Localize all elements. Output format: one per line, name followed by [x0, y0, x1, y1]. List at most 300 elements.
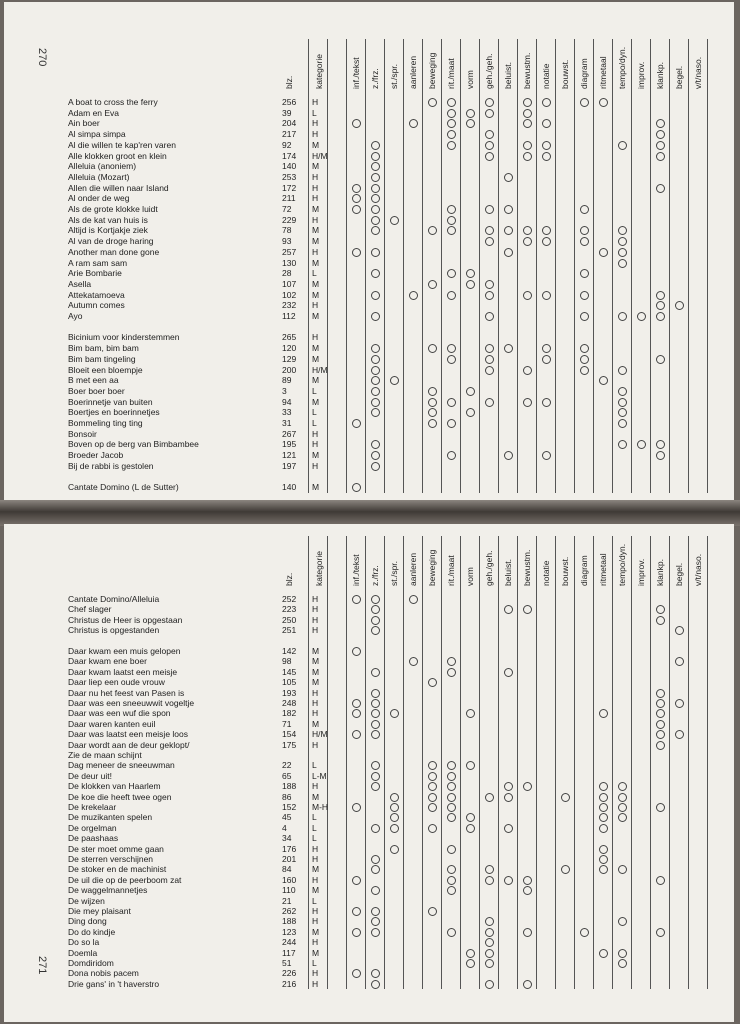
category: M [312, 343, 320, 354]
circle-mark [371, 969, 380, 978]
circle-mark [428, 387, 437, 396]
circle-mark [542, 291, 551, 300]
column-header: improv. [636, 61, 646, 89]
category: M [312, 139, 320, 150]
song-title: Domdiridom [68, 958, 114, 968]
category: H [312, 843, 319, 854]
circle-mark [371, 173, 380, 182]
song-title: Christus de Heer is opgestaan [68, 614, 183, 625]
page-ref: 33 [282, 407, 292, 418]
circle-mark [656, 616, 665, 625]
circle-mark [371, 782, 380, 791]
circle-mark [485, 959, 494, 968]
page-ref: 182 [282, 708, 297, 719]
circle-mark [371, 387, 380, 396]
category: M-H [312, 802, 329, 812]
circle-mark [447, 813, 456, 822]
column-header: inf./tekst [351, 554, 361, 586]
category: M [312, 885, 320, 896]
circle-mark [371, 248, 380, 257]
column-header: vorm [465, 567, 475, 586]
circle-mark [618, 398, 627, 407]
category: M [312, 718, 320, 729]
circle-mark [371, 668, 380, 677]
circle-mark [504, 344, 513, 353]
circle-mark [580, 291, 589, 300]
page-ref: 84 [282, 864, 292, 875]
page-ref: 102 [282, 289, 297, 300]
category: H [312, 604, 319, 615]
circle-mark [371, 730, 380, 739]
category: H [312, 739, 319, 750]
song-title: De uil die op de peerboom zat [68, 874, 182, 885]
song-title: De deur uit! [68, 770, 112, 781]
song-title: Doemla [68, 947, 98, 958]
circle-mark [371, 355, 380, 364]
category: H [312, 916, 319, 927]
circle-mark [599, 865, 608, 874]
circle-mark [428, 772, 437, 781]
grid-line [308, 536, 309, 989]
circle-mark [371, 376, 380, 385]
circle-mark [390, 709, 399, 718]
page-ref: 130 [282, 257, 297, 268]
circle-mark [485, 865, 494, 874]
page-ref: 188 [282, 916, 297, 927]
column-header: beluist. [503, 62, 513, 89]
circle-mark [637, 312, 646, 321]
page-ref: 142 [282, 646, 297, 656]
circle-mark [371, 595, 380, 604]
circle-mark [352, 184, 361, 193]
circle-mark [656, 130, 665, 139]
page-ref: 204 [282, 118, 297, 129]
category: H [312, 428, 319, 439]
circle-mark [428, 824, 437, 833]
category: L [312, 760, 317, 771]
page-ref: 4 [282, 822, 287, 833]
column-header: begel. [674, 65, 684, 89]
circle-mark [371, 855, 380, 864]
grid-line [612, 39, 613, 493]
circle-mark [466, 813, 475, 822]
song-title: Bim bam tingeling [68, 353, 136, 364]
circle-mark [542, 119, 551, 128]
category: L [312, 895, 317, 906]
page-ref: 211 [282, 193, 296, 204]
grid-line [555, 536, 556, 989]
category: H [312, 118, 319, 129]
category: M [312, 161, 320, 172]
page-ref: 176 [282, 843, 297, 854]
circle-mark [485, 793, 494, 802]
category: H [312, 300, 319, 311]
circle-mark [466, 824, 475, 833]
circle-mark [580, 237, 589, 246]
page-ref: 107 [282, 278, 297, 289]
page-ref: 193 [282, 687, 297, 698]
circle-mark [447, 355, 456, 364]
circle-mark [428, 419, 437, 428]
circle-mark [447, 772, 456, 781]
song-title: De krekelaar [68, 802, 117, 812]
category: H [312, 182, 319, 193]
song-title: Adam en Eva [68, 107, 120, 118]
circle-mark [561, 865, 570, 874]
category: H [312, 594, 319, 604]
circle-mark [656, 689, 665, 698]
song-title: Al simpa simpa [68, 129, 126, 140]
column-header: bouwst. [560, 59, 570, 89]
column-header: blz. [284, 572, 294, 586]
column-header: v/t/naso. [693, 553, 703, 586]
page-ref: 195 [282, 439, 297, 450]
column-header: aanleren [408, 552, 418, 586]
circle-mark [447, 451, 456, 460]
category: M [312, 646, 320, 656]
circle-mark [618, 793, 627, 802]
circle-mark [485, 130, 494, 139]
circle-mark [352, 483, 361, 492]
song-title: Boerinnetje van buiten [68, 396, 153, 407]
song-title: Daar wordt aan de deur geklopt/ [68, 739, 190, 750]
page-ref: 65 [282, 770, 292, 781]
circle-mark [523, 366, 532, 375]
grid-line [460, 536, 461, 989]
circle-mark [675, 626, 684, 635]
circle-mark [580, 226, 589, 235]
category: M [312, 926, 320, 937]
page-ref: 256 [282, 97, 297, 107]
column-header: z./frz. [370, 565, 380, 586]
grid-line [631, 39, 632, 493]
circle-mark [637, 440, 646, 449]
circle-mark [656, 184, 665, 193]
circle-mark [618, 259, 627, 268]
page-ref: 92 [282, 139, 292, 150]
song-title: Do do kindje [68, 926, 116, 937]
circle-mark [656, 141, 665, 150]
category: L [312, 418, 317, 428]
page-ref: 45 [282, 812, 292, 823]
grid-line [365, 536, 366, 989]
circle-mark [523, 605, 532, 614]
circle-mark [504, 876, 513, 885]
circle-mark [428, 793, 437, 802]
circle-mark [656, 720, 665, 729]
song-title: Bonsoir [68, 428, 97, 439]
circle-mark [618, 408, 627, 417]
circle-mark [447, 109, 456, 118]
circle-mark [371, 689, 380, 698]
circle-mark [599, 845, 608, 854]
page-ref: 244 [282, 937, 297, 948]
circle-mark [504, 782, 513, 791]
category: H [312, 460, 319, 471]
category: M [312, 375, 320, 386]
page-ref: 3 [282, 385, 287, 396]
grid-line [517, 39, 518, 493]
circle-mark [599, 949, 608, 958]
circle-mark [485, 398, 494, 407]
category: M [312, 482, 320, 493]
circle-mark [390, 793, 399, 802]
circle-mark [428, 761, 437, 770]
song-title: Daar was een wuf die spon [68, 708, 171, 719]
circle-mark [542, 398, 551, 407]
circle-mark [485, 237, 494, 246]
page-ref: 262 [282, 906, 297, 916]
grid-line [707, 39, 708, 493]
circle-mark [580, 366, 589, 375]
circle-mark [656, 312, 665, 321]
circle-mark [447, 205, 456, 214]
category: H [312, 97, 319, 107]
circle-mark [466, 387, 475, 396]
song-title: Dona nobis pacem [68, 968, 139, 979]
circle-mark [352, 803, 361, 812]
circle-mark [371, 462, 380, 471]
page-ref: 120 [282, 343, 297, 354]
circle-mark [447, 761, 456, 770]
category: M [312, 791, 320, 802]
category: M [312, 656, 320, 667]
column-header: rit./maat [446, 58, 456, 89]
circle-mark [447, 928, 456, 937]
song-title: Chef slager [68, 604, 112, 615]
column-header: beweging [427, 549, 437, 586]
category: M [312, 257, 320, 268]
circle-mark [485, 949, 494, 958]
circle-mark [618, 141, 627, 150]
category: L [312, 107, 317, 118]
category: H [312, 171, 319, 182]
circle-mark [542, 141, 551, 150]
category: L [312, 958, 317, 968]
circle-mark [656, 803, 665, 812]
category: H [312, 698, 319, 708]
circle-mark [371, 917, 380, 926]
circle-mark [523, 152, 532, 161]
circle-mark [485, 312, 494, 321]
category: H [312, 625, 319, 636]
song-title: Al die willen te kap'ren varen [68, 139, 176, 150]
grid-line [517, 536, 518, 989]
page-ref: 250 [282, 614, 297, 625]
circle-mark [656, 152, 665, 161]
circle-mark [599, 709, 608, 718]
category: L [312, 812, 317, 823]
circle-mark [371, 226, 380, 235]
song-title: Do so la [68, 937, 100, 948]
grid-line [498, 536, 499, 989]
circle-mark [352, 907, 361, 916]
circle-mark [447, 419, 456, 428]
circle-mark [580, 355, 589, 364]
page-ref: 94 [282, 396, 292, 407]
circle-mark [504, 226, 513, 235]
column-header: bewustm. [522, 549, 532, 586]
song-title: B met een aa [68, 375, 119, 386]
circle-mark [542, 98, 551, 107]
grid-line [460, 39, 461, 493]
category: M [312, 225, 320, 236]
song-title: Bim bam, bim bam [68, 343, 139, 354]
song-title: De koe die heeft twee ogen [68, 791, 172, 802]
song-title: De orgelman [68, 822, 117, 833]
song-title: De waggelmannetjes [68, 885, 148, 896]
category: H [312, 968, 319, 979]
circle-mark [352, 730, 361, 739]
category: H [312, 439, 319, 450]
page-number: 270 [36, 48, 48, 67]
circle-mark [656, 928, 665, 937]
circle-mark [618, 782, 627, 791]
circle-mark [523, 141, 532, 150]
circle-mark [352, 876, 361, 885]
circle-mark [599, 824, 608, 833]
circle-mark [485, 152, 494, 161]
category: M [312, 311, 320, 321]
page-ref: 110 [282, 885, 296, 896]
circle-mark [523, 109, 532, 118]
page-ref: 197 [282, 460, 297, 471]
circle-mark [447, 226, 456, 235]
column-header: notatie [541, 63, 551, 89]
category: L [312, 407, 317, 418]
category: H [312, 781, 319, 792]
circle-mark [409, 657, 418, 666]
song-title: Cantate Domino/Alleluia [68, 594, 160, 604]
song-title: Alleluia (anoniem) [68, 161, 137, 172]
circle-mark [485, 366, 494, 375]
song-title: Another man done gone [68, 246, 160, 257]
circle-mark [580, 269, 589, 278]
column-header: improv. [636, 558, 646, 586]
circle-mark [409, 119, 418, 128]
song-title: Allen die willen naar Island [68, 182, 169, 193]
page-ref: 200 [282, 364, 297, 375]
song-title: Daar kwam laatst een meisje [68, 666, 178, 677]
page-ref: 72 [282, 204, 292, 214]
page-ref: 31 [282, 418, 292, 428]
circle-mark [656, 451, 665, 460]
circle-mark [580, 928, 589, 937]
grid-line [688, 39, 689, 493]
category: H [312, 687, 319, 698]
circle-mark [409, 595, 418, 604]
circle-mark [599, 376, 608, 385]
circle-mark [371, 886, 380, 895]
song-title: Alleluia (Mozart) [68, 171, 130, 182]
circle-mark [371, 184, 380, 193]
song-title: De stoker en de machinist [68, 864, 167, 875]
category: H [312, 214, 319, 225]
page-ref: 93 [282, 236, 292, 247]
song-title: Bij de rabbi is gestolen [68, 460, 154, 471]
circle-mark [352, 194, 361, 203]
song-title: Bloeit een bloempje [68, 364, 143, 375]
song-title: Boer boer boer [68, 385, 125, 396]
category: H/M [312, 364, 328, 375]
page-ref: 21 [282, 895, 292, 906]
circle-mark [390, 824, 399, 833]
column-header: st./spr. [389, 63, 399, 89]
circle-mark [523, 291, 532, 300]
category: H [312, 614, 319, 625]
song-title: A ram sam sam [68, 257, 128, 268]
page-ref: 217 [282, 129, 297, 140]
circle-mark [371, 709, 380, 718]
circle-mark [523, 876, 532, 885]
category: M [312, 677, 320, 688]
column-header: vorm [465, 70, 475, 89]
circle-mark [504, 824, 513, 833]
circle-mark [618, 959, 627, 968]
circle-mark [371, 291, 380, 300]
song-title: Boven op de berg van Bimbambee [68, 439, 199, 450]
grid-line [384, 39, 385, 493]
circle-mark [618, 813, 627, 822]
category: L [312, 268, 317, 279]
category: M [312, 289, 320, 300]
circle-mark [656, 709, 665, 718]
song-title: Als de kat van huis is [68, 214, 148, 225]
grid-line [669, 39, 670, 493]
category: H [312, 937, 319, 948]
category: H [312, 854, 319, 864]
circle-mark [523, 98, 532, 107]
circle-mark [371, 216, 380, 225]
circle-mark [599, 248, 608, 257]
circle-mark [447, 876, 456, 885]
bottom-page [4, 524, 734, 1022]
column-header: blz. [284, 75, 294, 89]
circle-mark [447, 803, 456, 812]
circle-mark [618, 312, 627, 321]
circle-mark [618, 949, 627, 958]
column-header: ritmetaal [598, 553, 608, 586]
page-ref: 28 [282, 268, 292, 279]
grid-line [574, 536, 575, 989]
grid-line [403, 39, 404, 493]
grid-line [631, 536, 632, 989]
circle-mark [580, 98, 589, 107]
circle-mark [447, 657, 456, 666]
song-title: Dag meneer de sneeuwman [68, 760, 175, 771]
circle-mark [371, 366, 380, 375]
circle-mark [485, 291, 494, 300]
category: M [312, 864, 320, 875]
circle-mark [371, 312, 380, 321]
circle-mark [352, 205, 361, 214]
circle-mark [371, 772, 380, 781]
grid-line [498, 39, 499, 493]
category: L-M [312, 770, 327, 781]
circle-mark [561, 793, 570, 802]
circle-mark [599, 793, 608, 802]
page-ref: 223 [282, 604, 297, 615]
category: L [312, 833, 317, 844]
song-title: De klokken van Haarlem [68, 781, 161, 792]
category: H [312, 129, 319, 140]
song-title: Al van de droge haring [68, 236, 154, 247]
circle-mark [523, 119, 532, 128]
page-ref: 152 [282, 802, 297, 812]
page-ref: 267 [282, 428, 297, 439]
category: M [312, 450, 320, 461]
column-header: geh./geh. [484, 550, 494, 586]
